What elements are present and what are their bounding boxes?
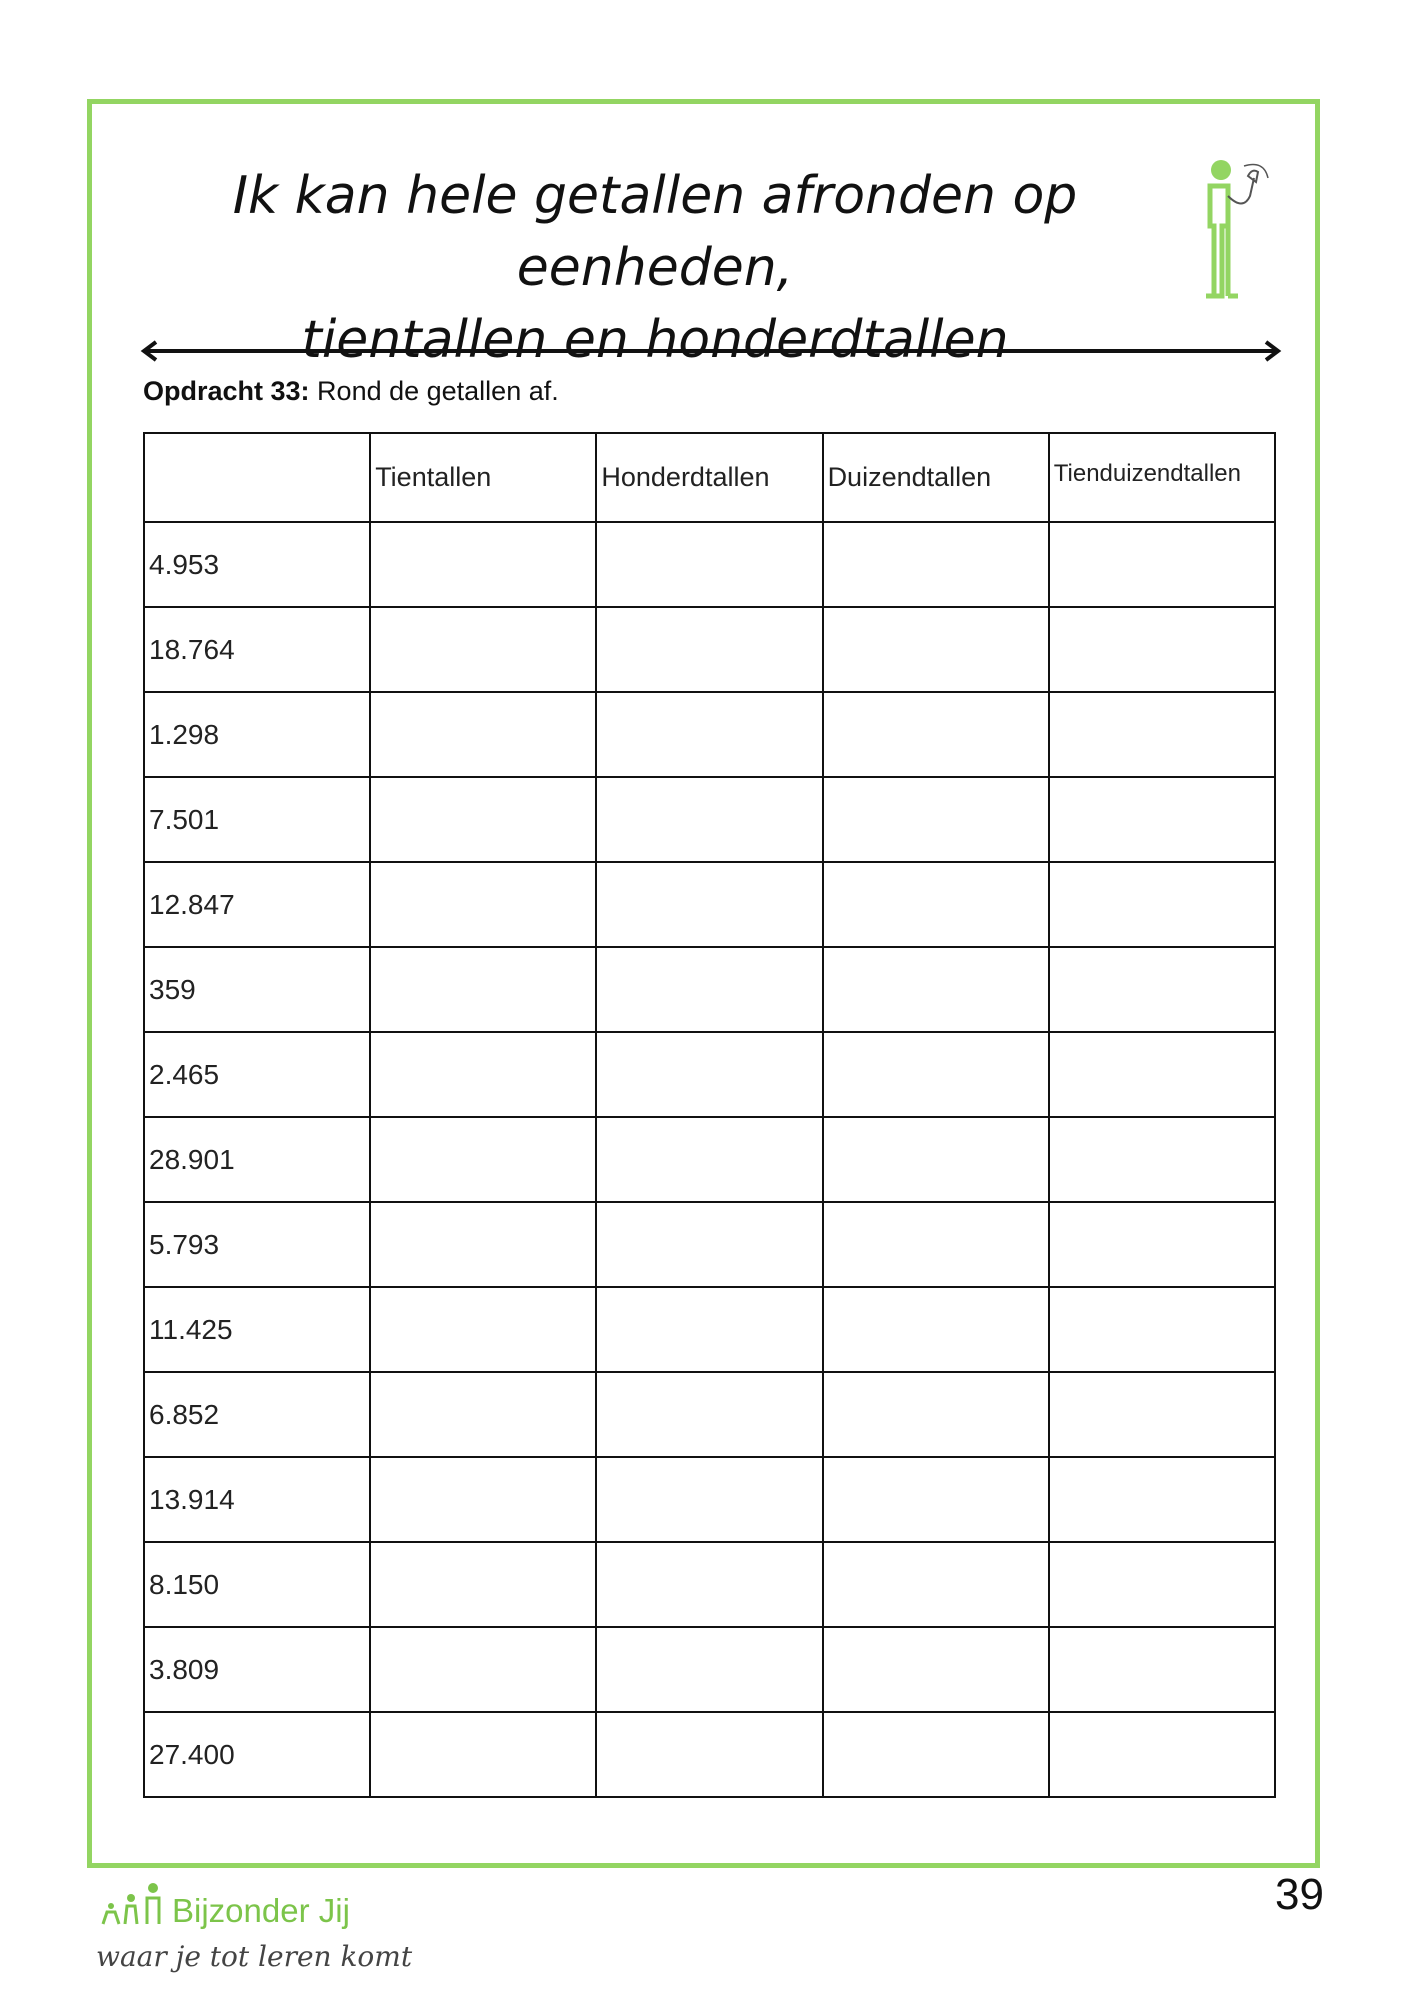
- answer-cell[interactable]: [823, 1457, 1049, 1542]
- table-row: [144, 1202, 1275, 1287]
- number-cell: 6.852: [144, 1372, 370, 1457]
- answer-cell[interactable]: [596, 1032, 822, 1117]
- answer-cell[interactable]: [823, 1712, 1049, 1797]
- answer-cell[interactable]: [823, 777, 1049, 862]
- answer-cell[interactable]: [370, 522, 596, 607]
- answer-cell[interactable]: [370, 777, 596, 862]
- answer-cell[interactable]: [1049, 1202, 1275, 1287]
- table-row: [144, 1287, 1275, 1372]
- answer-cell[interactable]: [823, 947, 1049, 1032]
- answer-cell[interactable]: [370, 1627, 596, 1712]
- number-cell: 28.901: [144, 1117, 370, 1202]
- number-cell: 11.425: [144, 1287, 370, 1372]
- answer-cell[interactable]: [596, 947, 822, 1032]
- title-line-1: Ik kan hele getallen afronden op eenheden,: [232, 166, 1078, 298]
- title-line-2: tientallen en honderdtallen: [301, 310, 1009, 370]
- rounding-table: [143, 432, 1276, 1798]
- answer-cell[interactable]: [1049, 1117, 1275, 1202]
- number-cell: 5.793: [144, 1202, 370, 1287]
- answer-cell[interactable]: [823, 862, 1049, 947]
- number-cell: 2.465: [144, 1032, 370, 1117]
- answer-cell[interactable]: [823, 1117, 1049, 1202]
- answer-cell[interactable]: [596, 692, 822, 777]
- answer-cell[interactable]: [1049, 1712, 1275, 1797]
- table-row: [144, 692, 1275, 777]
- answer-cell[interactable]: [823, 692, 1049, 777]
- instruction-label: Opdracht 33:: [143, 376, 310, 406]
- person-thumbs-up-icon: [1198, 156, 1288, 306]
- instruction-text: Rond de getallen af.: [309, 376, 559, 406]
- answer-cell[interactable]: [596, 777, 822, 862]
- answer-cell[interactable]: [596, 862, 822, 947]
- answer-cell[interactable]: [596, 1457, 822, 1542]
- table-row: [144, 522, 1275, 607]
- header-tientallen: Tientallen: [370, 433, 596, 522]
- answer-cell[interactable]: [370, 862, 596, 947]
- table-row: [144, 1457, 1275, 1542]
- answer-cell[interactable]: [1049, 522, 1275, 607]
- answer-cell[interactable]: [596, 1202, 822, 1287]
- table-row: [144, 777, 1275, 862]
- answer-cell[interactable]: [370, 692, 596, 777]
- number-cell: 359: [144, 947, 370, 1032]
- number-cell: 7.501: [144, 777, 370, 862]
- answer-cell[interactable]: [370, 1457, 596, 1542]
- answer-cell[interactable]: [823, 1542, 1049, 1627]
- answer-cell[interactable]: [823, 522, 1049, 607]
- table-row: [144, 1032, 1275, 1117]
- table-row: [144, 862, 1275, 947]
- answer-cell[interactable]: [596, 607, 822, 692]
- answer-cell[interactable]: [1049, 947, 1275, 1032]
- logo-name: Bijzonder Jij: [172, 1892, 350, 1929]
- answer-cell[interactable]: [370, 1202, 596, 1287]
- number-cell: 18.764: [144, 607, 370, 692]
- answer-cell[interactable]: [823, 1202, 1049, 1287]
- answer-cell[interactable]: [823, 1372, 1049, 1457]
- answer-cell[interactable]: [1049, 1287, 1275, 1372]
- header-row: [144, 433, 1275, 522]
- answer-cell[interactable]: [370, 1542, 596, 1627]
- page-number: 39: [1275, 1870, 1324, 1919]
- answer-cell[interactable]: [823, 1287, 1049, 1372]
- number-cell: 4.953: [144, 522, 370, 607]
- answer-cell[interactable]: [596, 1542, 822, 1627]
- header-empty: [144, 433, 370, 522]
- number-cell: 12.847: [144, 862, 370, 947]
- answer-cell[interactable]: [370, 607, 596, 692]
- answer-cell[interactable]: [370, 1117, 596, 1202]
- table-row: [144, 1372, 1275, 1457]
- answer-cell[interactable]: [596, 1712, 822, 1797]
- table-row: [144, 947, 1275, 1032]
- header-tienduizendtallen: Tienduizendtallen: [1049, 433, 1275, 522]
- answer-cell[interactable]: [370, 1287, 596, 1372]
- answer-cell[interactable]: [1049, 1542, 1275, 1627]
- answer-cell[interactable]: [1049, 1457, 1275, 1542]
- answer-cell[interactable]: [596, 522, 822, 607]
- table-row: [144, 1712, 1275, 1797]
- answer-cell[interactable]: [1049, 692, 1275, 777]
- answer-cell[interactable]: [823, 607, 1049, 692]
- answer-cell[interactable]: [823, 1032, 1049, 1117]
- answer-cell[interactable]: [370, 1032, 596, 1117]
- answer-cell[interactable]: [1049, 1627, 1275, 1712]
- double-arrow-icon: [140, 340, 1282, 362]
- number-cell: 27.400: [144, 1712, 370, 1797]
- answer-cell[interactable]: [596, 1627, 822, 1712]
- answer-cell[interactable]: [1049, 862, 1275, 947]
- answer-cell[interactable]: [1049, 607, 1275, 692]
- table-row: [144, 1627, 1275, 1712]
- number-cell: 13.914: [144, 1457, 370, 1542]
- header-honderdtallen: Honderdtallen: [596, 433, 822, 522]
- header-duizendtallen: Duizendtallen: [823, 433, 1049, 522]
- answer-cell[interactable]: [1049, 1372, 1275, 1457]
- instruction: [143, 376, 559, 407]
- answer-cell[interactable]: [596, 1287, 822, 1372]
- answer-cell[interactable]: [823, 1627, 1049, 1712]
- answer-cell[interactable]: [596, 1117, 822, 1202]
- number-cell: 3.809: [144, 1627, 370, 1712]
- answer-cell[interactable]: [370, 947, 596, 1032]
- table-row: [144, 1117, 1275, 1202]
- number-cell: 1.298: [144, 692, 370, 777]
- answer-cell[interactable]: [1049, 1032, 1275, 1117]
- answer-cell[interactable]: [370, 1712, 596, 1797]
- number-cell: 8.150: [144, 1542, 370, 1627]
- answer-cell[interactable]: [1049, 777, 1275, 862]
- answer-cell[interactable]: [370, 1372, 596, 1457]
- answer-cell[interactable]: [596, 1372, 822, 1457]
- table-row: [144, 1542, 1275, 1627]
- table-row: [144, 607, 1275, 692]
- logo-tagline: waar je tot leren komt: [96, 1940, 413, 1973]
